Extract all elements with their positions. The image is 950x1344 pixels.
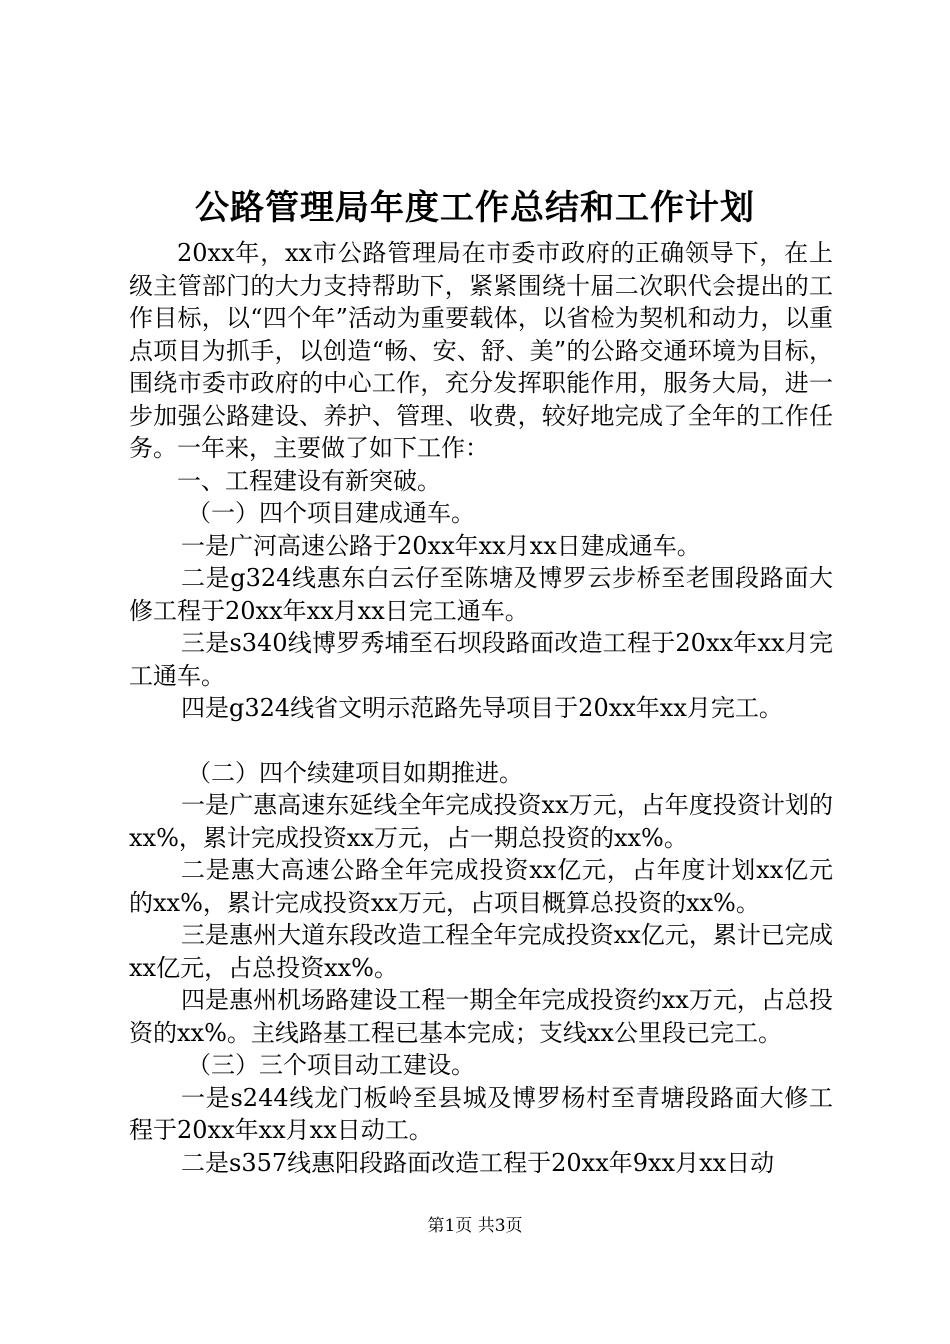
document-title: 公路管理局年度工作总结和工作计划: [195, 188, 755, 228]
subsection-heading: （一）四个项目建成通车。: [187, 499, 475, 527]
list-item: 三是s340线博罗秀埔至石坝段路面改造工程于20xx年xx月完工通车。: [129, 629, 833, 690]
list-item: 一是广惠高速东延线全年完成投资xx万元，占年度投资计划的xx%，累计完成投资xx万元，占一期总投资的xx%。: [129, 791, 833, 852]
page-footer: 第1页 共3页: [427, 1216, 523, 1236]
document-body: [129, 237, 833, 1179]
list-item: 一是广河高速公路于20xx年xx月xx日建成通车。: [181, 531, 701, 560]
subsection-heading: （三）三个项目动工建设。: [187, 1051, 475, 1079]
intro-paragraph: 20xx年，xx市公路管理局在市委市政府的正确领导下，在上级主管部门的大力支持帮助下，紧紧围绕十届二次职代会提出的工作目标，以“四个年”活动为重要载体，以省检为契机和动力，以重点项目为抓手，以创造“畅、安、舒、美”的公路交通环境为目标，围绕市委市政府的中心工作，充分发挥职能作用，服务大局，进一步加强公路建设、养护、管理、收费，较好地完成了全年的工作任务。一年来，主要做了如下工作：: [129, 239, 833, 462]
list-item: 四是g324线省文明示范路先导项目于20xx年xx月完工。: [181, 694, 783, 722]
blank-line: [129, 725, 833, 757]
list-item: 二是s357线惠阳段路面改造工程于20xx年9xx月xx日动: [181, 1148, 775, 1177]
section-heading: 一、工程建设有新突破。: [177, 466, 441, 495]
subsection-heading: （二）四个续建项目如期推进。: [187, 758, 523, 787]
list-item: 三是惠州大道东段改造工程全年完成投资xx亿元，累计已完成xx亿元，占总投资xx%。: [129, 921, 833, 982]
list-item: 二是g324线惠东白云仔至陈塘及博罗云步桥至老围段路面大修工程于20xx年xx月xx日完工通车。: [129, 564, 833, 625]
list-item: 一是s244线龙门板岭至县城及博罗杨村至青塘段路面大修工程于20xx年xx月xx日动工。: [129, 1083, 833, 1144]
list-item: 四是惠州机场路建设工程一期全年完成投资约xx万元，占总投资的xx%。主线路基工程已基本完成；支线xx公里段已完工。: [129, 986, 833, 1047]
list-item: 二是惠大高速公路全年完成投资xx亿元，占年度计划xx亿元的xx%，累计完成投资xx万元，占项目概算总投资的xx%。: [129, 856, 833, 917]
